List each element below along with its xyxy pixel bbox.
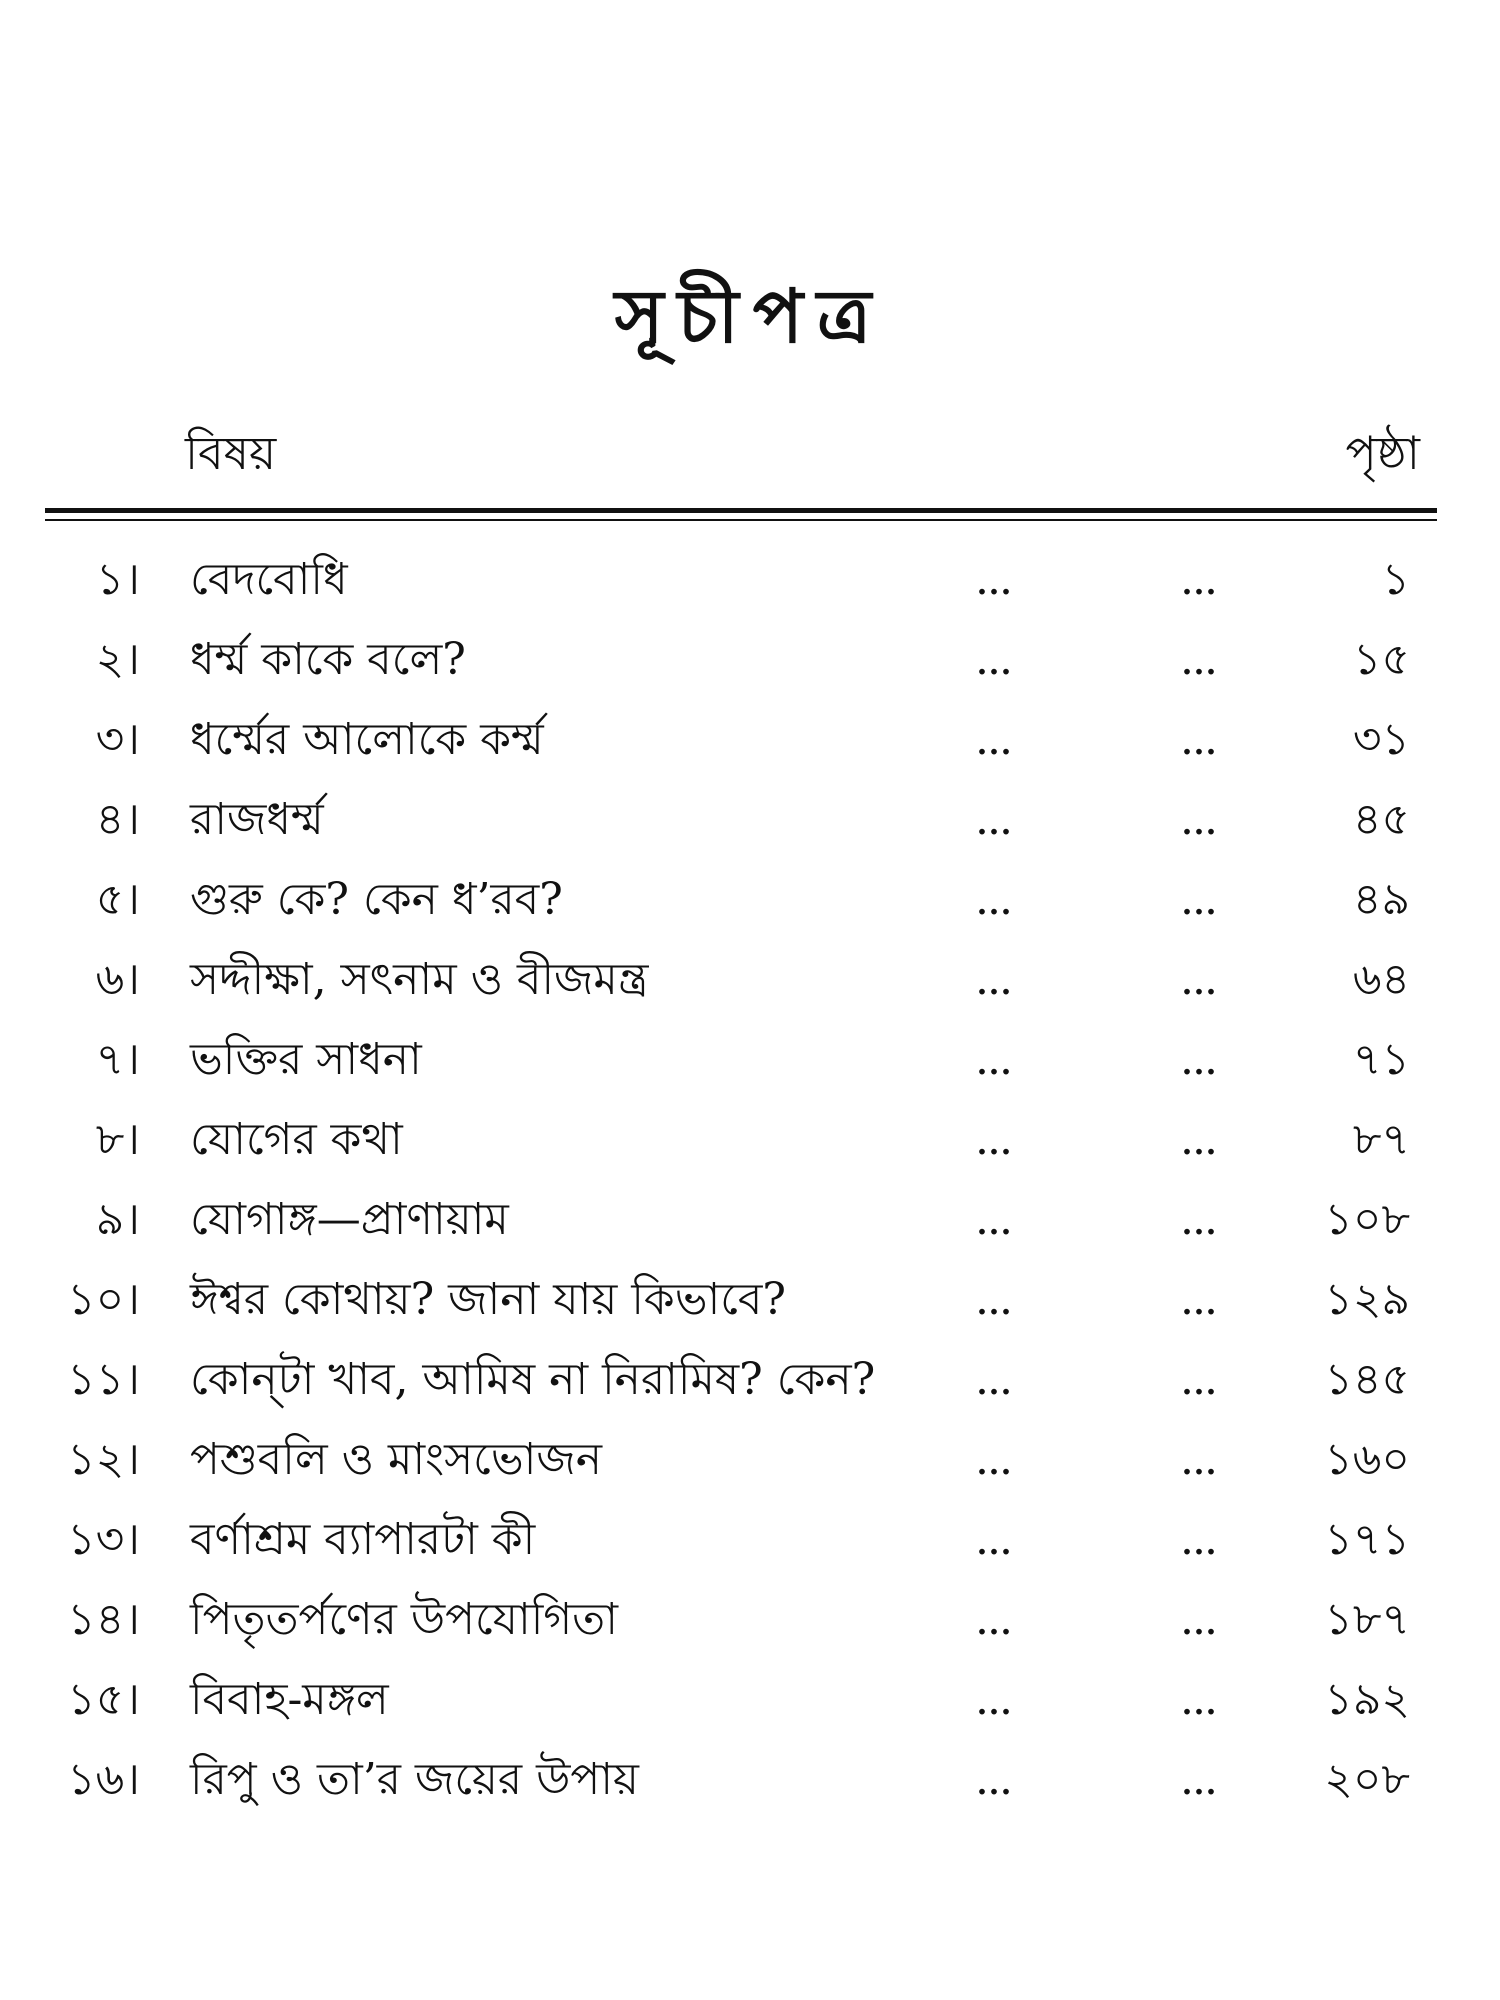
toc-page-number: ১২৯: [1324, 1274, 1410, 1325]
toc-number: ৫।: [95, 874, 140, 925]
toc-leader-dots: ...: [1180, 1594, 1216, 1645]
toc-number: ১৩।: [67, 1514, 140, 1565]
toc-leader-dots: ...: [1180, 1354, 1216, 1405]
header-rule-thick: [45, 508, 1437, 513]
toc-row: [0, 1338, 1500, 1418]
toc-title: গুরু কে? কেন ধ’রব?: [190, 874, 563, 925]
toc-page-number: ৮৭: [1352, 1114, 1410, 1165]
toc-number: ১২।: [67, 1434, 140, 1485]
toc-title: রাজধর্ম্ম: [190, 794, 324, 845]
toc-title: বর্ণাশ্রম ব্যাপারটা কী: [190, 1514, 536, 1565]
toc-leader-dots: ...: [1180, 554, 1216, 605]
toc-page-number: ৬৪: [1352, 954, 1410, 1005]
toc-page-number: ১৪৫: [1324, 1354, 1410, 1405]
toc-leader-dots: ...: [1180, 1274, 1216, 1325]
toc-leader-dots: ...: [1180, 1514, 1216, 1565]
toc-title: ভক্তির সাধনা: [190, 1034, 422, 1085]
toc-number: ১৪।: [67, 1594, 140, 1645]
toc-leader-dots: ...: [1180, 1114, 1216, 1165]
toc-list: [0, 538, 1500, 1818]
toc-number: ১০।: [67, 1274, 140, 1325]
toc-page-number: ২০৮: [1324, 1754, 1410, 1805]
toc-number: ২।: [95, 634, 140, 685]
toc-title: ধর্ম্ম কাকে বলে?: [190, 634, 466, 685]
toc-row: [0, 1098, 1500, 1178]
toc-number: ৮।: [95, 1114, 140, 1165]
toc-page-number: ১৫: [1352, 634, 1410, 685]
toc-row: [0, 1498, 1500, 1578]
toc-row: [0, 618, 1500, 698]
toc-number: ১।: [95, 554, 140, 605]
toc-leader-dots: ...: [975, 1114, 1011, 1165]
toc-page-number: ১০৮: [1324, 1194, 1410, 1245]
toc-title: রিপু ও তা’র জয়ের উপায়: [190, 1754, 639, 1805]
toc-leader-dots: ...: [1180, 1034, 1216, 1085]
toc-row: [0, 538, 1500, 618]
toc-title: পশুবলি ও মাংসভোজন: [190, 1434, 603, 1485]
toc-title: কোন্‌টা খাব, আমিষ না নিরামিষ? কেন?: [190, 1354, 876, 1405]
toc-page-number: ১৮৭: [1324, 1594, 1410, 1645]
toc-leader-dots: ...: [975, 1274, 1011, 1325]
toc-page-number: ১: [1381, 554, 1410, 605]
toc-title: যোগাঙ্গ—প্রাণায়াম: [190, 1194, 509, 1245]
toc-leader-dots: ...: [1180, 954, 1216, 1005]
toc-leader-dots: ...: [975, 714, 1011, 765]
toc-leader-dots: ...: [975, 1034, 1011, 1085]
toc-row: [0, 858, 1500, 938]
toc-page-number: ১৭১: [1324, 1514, 1410, 1565]
toc-row: [0, 778, 1500, 858]
toc-title: ধর্ম্মের আলোকে কর্ম্ম: [190, 714, 544, 765]
toc-number: ১১।: [67, 1354, 140, 1405]
toc-row: [0, 1578, 1500, 1658]
toc-row: [0, 1738, 1500, 1818]
toc-leader-dots: ...: [975, 1354, 1011, 1405]
toc-leader-dots: ...: [975, 1434, 1011, 1485]
toc-page-number: ৭১: [1352, 1034, 1410, 1085]
toc-page-number: ৪৫: [1352, 794, 1410, 845]
toc-leader-dots: ...: [975, 1674, 1011, 1725]
toc-leader-dots: ...: [975, 794, 1011, 845]
toc-leader-dots: ...: [975, 554, 1011, 605]
toc-leader-dots: ...: [975, 954, 1011, 1005]
toc-page-number: ৪৯: [1352, 874, 1410, 925]
toc-row: [0, 698, 1500, 778]
toc-title: যোগের কথা: [190, 1114, 403, 1165]
toc-number: ১৬।: [67, 1754, 140, 1805]
toc-page-number: ৩১: [1352, 714, 1410, 765]
toc-leader-dots: ...: [975, 634, 1011, 685]
toc-page-number: ১৯২: [1324, 1674, 1410, 1725]
toc-number: ৭।: [95, 1034, 140, 1085]
toc-leader-dots: ...: [975, 874, 1011, 925]
toc-row: [0, 1418, 1500, 1498]
page-title: সূচীপত্র: [614, 274, 886, 360]
toc-row: [0, 1258, 1500, 1338]
toc-leader-dots: ...: [1180, 714, 1216, 765]
toc-leader-dots: ...: [1180, 1754, 1216, 1805]
toc-leader-dots: ...: [1180, 794, 1216, 845]
header-rule-thin: [45, 519, 1437, 521]
toc-leader-dots: ...: [975, 1514, 1011, 1565]
toc-leader-dots: ...: [1180, 1194, 1216, 1245]
toc-leader-dots: ...: [1180, 1674, 1216, 1725]
toc-row: [0, 938, 1500, 1018]
column-header-page: পৃষ্ঠা: [1345, 426, 1420, 480]
toc-leader-dots: ...: [1180, 874, 1216, 925]
toc-title: ঈশ্বর কোথায়? জানা যায় কিভাবে?: [190, 1274, 786, 1325]
toc-number: ১৫।: [67, 1674, 140, 1725]
toc-title: বিবাহ-মঙ্গল: [190, 1674, 389, 1725]
toc-title: বেদবোধি: [190, 554, 348, 605]
toc-leader-dots: ...: [975, 1594, 1011, 1645]
toc-title: সদ্দীক্ষা, সৎনাম ও বীজমন্ত্র: [190, 954, 649, 1005]
toc-row: [0, 1018, 1500, 1098]
toc-number: ৯।: [95, 1194, 140, 1245]
column-header-topic: বিষয়: [185, 426, 277, 480]
toc-number: ৬।: [95, 954, 140, 1005]
toc-leader-dots: ...: [975, 1754, 1011, 1805]
toc-row: [0, 1658, 1500, 1738]
toc-leader-dots: ...: [975, 1194, 1011, 1245]
toc-page-number: ১৬০: [1324, 1434, 1410, 1485]
toc-number: ৪।: [95, 794, 140, 845]
toc-leader-dots: ...: [1180, 1434, 1216, 1485]
toc-number: ৩।: [95, 714, 140, 765]
toc-row: [0, 1178, 1500, 1258]
toc-title: পিতৃতর্পণের উপযোগিতা: [190, 1594, 618, 1645]
toc-leader-dots: ...: [1180, 634, 1216, 685]
